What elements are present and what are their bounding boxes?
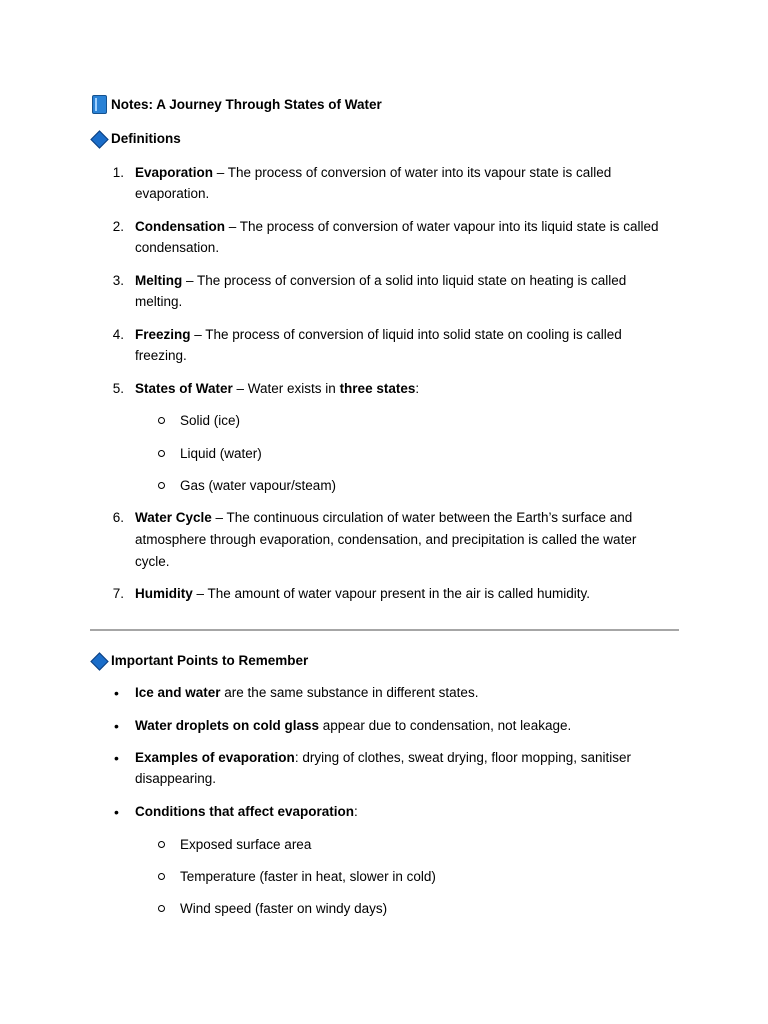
point-text: : drying of clothes, sweat drying, floor mopping, sanitiser bbox=[294, 750, 631, 765]
definition-water-cycle bbox=[135, 509, 632, 527]
bullet-icon: • bbox=[114, 804, 119, 820]
sub-list-item: Wind speed (faster on windy days) bbox=[180, 901, 388, 916]
blue-diamond-icon bbox=[90, 652, 108, 670]
definitions-heading: Definitions bbox=[111, 131, 181, 146]
definition-text-continued: atmosphere through evaporation, condensation, and precipitation is called the water bbox=[135, 532, 637, 547]
sub-list-item: Solid (ice) bbox=[180, 413, 241, 428]
definition-states-of-water bbox=[135, 380, 419, 398]
list-number: 5. bbox=[112, 381, 124, 396]
circle-bullet-icon bbox=[158, 450, 165, 457]
list-number: 3. bbox=[112, 273, 124, 288]
point-bold: Examples of evaporation bbox=[135, 750, 295, 765]
definition-term: Condensation bbox=[135, 219, 225, 234]
definition-melting bbox=[135, 272, 626, 290]
document-title: Notes: A Journey Through States of Water bbox=[111, 97, 382, 112]
definition-freezing bbox=[135, 326, 622, 344]
important-points-heading: Important Points to Remember bbox=[111, 653, 309, 668]
definition-text: – Water exists in bbox=[232, 381, 340, 396]
section-divider bbox=[90, 629, 679, 631]
point-bold: Conditions that affect evaporation bbox=[135, 804, 355, 819]
definition-term: Water Cycle bbox=[135, 510, 212, 525]
definition-text: : bbox=[415, 381, 420, 396]
definition-term: States of Water bbox=[135, 381, 233, 396]
definition-term: Melting bbox=[135, 273, 183, 288]
sub-list-item: Temperature (faster in heat, slower in cold) bbox=[180, 869, 436, 884]
list-number: 4. bbox=[112, 327, 124, 342]
point-text: are the same substance in different states. bbox=[220, 685, 479, 700]
definition-condensation bbox=[135, 218, 658, 236]
definition-text-continued: freezing. bbox=[135, 348, 187, 363]
definition-text-continued: condensation. bbox=[135, 240, 220, 255]
point-item bbox=[135, 749, 631, 767]
definition-text: – The process of conversion of water vapour into its liquid state is called bbox=[225, 219, 659, 234]
point-bold: Water droplets on cold glass bbox=[135, 718, 320, 733]
definition-text: – The process of conversion of a solid into liquid state on heating is called bbox=[182, 273, 627, 288]
definition-text: – The process of conversion of liquid into solid state on cooling is called bbox=[190, 327, 622, 342]
definition-text: – The amount of water vapour present in the air is called humidity. bbox=[192, 586, 590, 601]
circle-bullet-icon bbox=[158, 873, 165, 880]
sub-list-item: Gas (water vapour/steam) bbox=[180, 478, 337, 493]
list-number: 6. bbox=[112, 510, 124, 525]
definition-text-continued: evaporation. bbox=[135, 186, 210, 201]
circle-bullet-icon bbox=[158, 841, 165, 848]
definition-evaporation bbox=[135, 164, 611, 182]
circle-bullet-icon bbox=[158, 482, 165, 489]
definition-text-continued: cycle. bbox=[135, 554, 170, 569]
list-number: 2. bbox=[112, 219, 124, 234]
point-item bbox=[135, 717, 571, 735]
point-item bbox=[135, 684, 478, 702]
sub-list-item: Liquid (water) bbox=[180, 446, 262, 461]
point-item bbox=[135, 803, 358, 821]
bullet-icon: • bbox=[114, 685, 119, 701]
definition-term: Freezing bbox=[135, 327, 191, 342]
definition-emphasis: three states bbox=[339, 381, 416, 396]
list-number: 7. bbox=[112, 586, 124, 601]
point-text: appear due to condensation, not leakage. bbox=[319, 718, 572, 733]
bullet-icon: • bbox=[114, 750, 119, 766]
definition-term: Evaporation bbox=[135, 165, 214, 180]
list-number: 1. bbox=[112, 165, 124, 180]
blue-diamond-icon bbox=[90, 130, 108, 148]
definition-text: – The process of conversion of water into its vapour state is called bbox=[213, 165, 612, 180]
sub-list-item: Exposed surface area bbox=[180, 837, 312, 852]
point-text: : bbox=[354, 804, 358, 819]
circle-bullet-icon bbox=[158, 417, 165, 424]
point-text-continued: disappearing. bbox=[135, 771, 217, 786]
point-bold: Ice and water bbox=[135, 685, 221, 700]
definition-text: – The continuous circulation of water between the Earth’s surface and bbox=[211, 510, 633, 525]
definition-term: Humidity bbox=[135, 586, 193, 601]
definition-humidity bbox=[135, 585, 590, 603]
definition-text-continued: melting. bbox=[135, 294, 183, 309]
circle-bullet-icon bbox=[158, 905, 165, 912]
bullet-icon: • bbox=[114, 718, 119, 734]
book-icon bbox=[92, 95, 107, 114]
